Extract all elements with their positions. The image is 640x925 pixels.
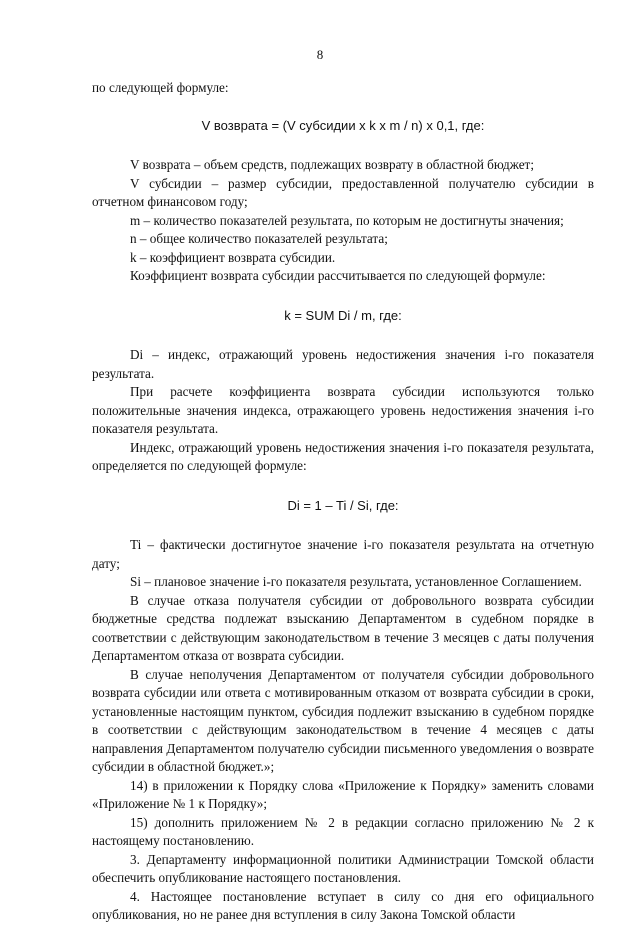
paragraph: k – коэффициент возврата субсидии. <box>130 249 336 265</box>
page-number: 8 <box>316 47 324 62</box>
formula-k: k = SUM Di / m, где: <box>284 307 402 323</box>
paragraph: Индекс, отражающий уровень недостижения значения i-го показателя результата, определяется по следующей формуле: <box>92 439 594 473</box>
paragraph: V субсидии – размер субсидии, предоставленной получателю субсидии в отчетном финансовом году; <box>92 175 594 209</box>
paragraph: Коэффициент возврата субсидии рассчитывается по следующей формуле: <box>130 268 546 283</box>
paragraph: Di – индекс, отражающий уровень недостижения значения i-го показателя результата. <box>92 347 594 381</box>
paragraph: 3. Департаменту информационной политики Администрации Томской области обеспечить опубликование настоящего постановления. <box>92 851 594 885</box>
paragraph: В случае отказа получателя субсидии от добровольного возврата субсидии бюджетные средства подлежат взысканию Департаментом в судебном порядке в соответствии с действующим законодательством в течение 3 месяцев с даты получения Департаментом отказа от возврата субсидии. <box>92 592 594 663</box>
paragraph: В случае неполучения Департаментом от получателя субсидии добровольного возврата субсидии или ответа с мотивированным отказом от возврата субсидии в сроки, установленные настоящим пунктом, субсидия подлежит взысканию в судебном порядке в соответствии с действующим законодательством в течение 4 месяцев с даты направления Департаментом получателю субсидии письменного уведомления о возврате субсидии в областной бюджет.»; <box>92 666 594 774</box>
paragraph: 15) дополнить приложением № 2 в редакции согласно приложению № 2 к настоящему постановлению. <box>92 814 594 848</box>
paragraph: При расчете коэффициента возврата субсидии используются только положительные значения индекса, отражающего уровень недостижения значения i-го показателя результата. <box>92 384 594 436</box>
paragraph: V возврата – объем средств, подлежащих возврату в областной бюджет; <box>130 157 534 172</box>
formula-v-return: V возврата = (V субсидии x k x m / n) x 0,1, где: <box>201 117 485 133</box>
paragraph: 14) в приложении к Порядку слова «Приложение к Порядку» заменить словами «Приложение № 1 к Порядку»; <box>92 777 594 811</box>
formula-di: Di = 1 – Ti / Si, где: <box>287 497 399 513</box>
paragraph: Ti – фактически достигнутое значение i-го показателя результата на отчетную дату; <box>92 537 594 571</box>
paragraph: 4. Настоящее постановление вступает в силу со дня его официального опубликования, но не ранее дня вступления в силу Закона Томской области <box>92 888 594 922</box>
paragraph: m – количество показателей результата, по которым не достигнуты значения; <box>130 212 564 228</box>
paragraph: Si – плановое значение i-го показателя результата, установленное Соглашением. <box>130 574 582 589</box>
paragraph: n – общее количество показателей результата; <box>130 231 388 246</box>
paragraph: по следующей формуле: <box>92 80 229 95</box>
document-body <box>92 79 594 925</box>
